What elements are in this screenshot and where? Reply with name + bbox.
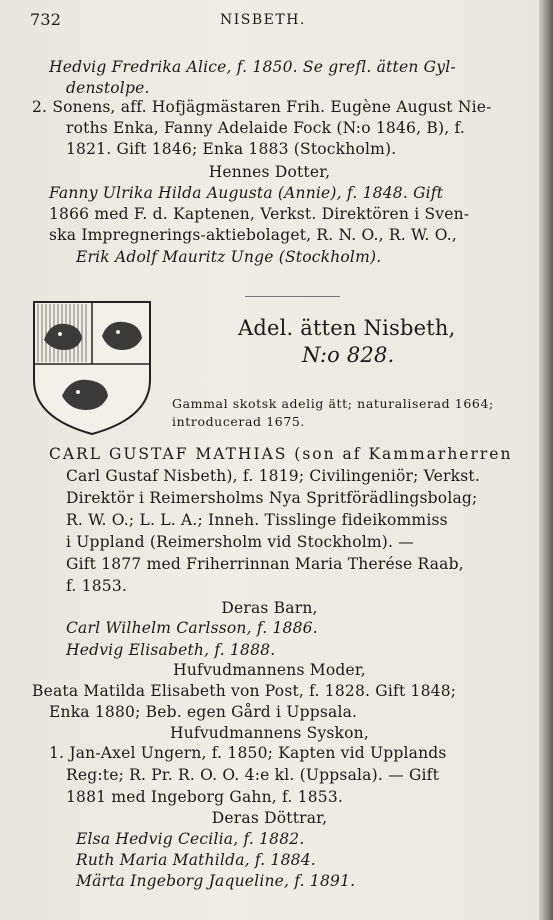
text-line: 1821. Gift 1846; Enka 1883 (Stockholm). bbox=[66, 140, 397, 158]
section-heading: Hennes Dotter, bbox=[208, 163, 331, 181]
page-number: 732 bbox=[30, 10, 62, 29]
coat-of-arms-icon bbox=[32, 300, 152, 436]
text-line: roths Enka, Fanny Adelaide Fock (N:o 1846, B), f. bbox=[66, 119, 465, 137]
family-number: N:o 828. bbox=[302, 343, 395, 367]
text-line: Elsa Hedvig Cecilia, f. 1882. bbox=[76, 830, 305, 848]
section-heading: Hufvudmannens Moder, bbox=[173, 661, 366, 679]
family-title: Adel. ätten Nisbeth, bbox=[238, 316, 456, 340]
text-line: f. 1853. bbox=[66, 577, 128, 595]
section-heading: Hufvudmannens Syskon, bbox=[169, 724, 369, 742]
text-line: Hedvig Elisabeth, f. 1888. bbox=[66, 641, 276, 659]
text-line: 1866 med F. d. Kaptenen, Verkst. Direktören i Sven- bbox=[49, 205, 470, 223]
text-line: R. W. O.; L. L. A.; Inneh. Tisslinge fideikommiss bbox=[66, 511, 448, 529]
running-title: NISBETH. bbox=[220, 12, 306, 28]
section-heading: Deras Barn, bbox=[221, 599, 318, 617]
divider-rule bbox=[245, 296, 340, 297]
section-heading: Deras Döttrar, bbox=[211, 809, 328, 827]
text-line: 1881 med Ingeborg Gahn, f. 1853. bbox=[66, 788, 344, 806]
family-note: Gammal skotsk adelig ätt; naturaliserad 1664; bbox=[172, 396, 494, 411]
text-line: Reg:te; R. Pr. R. O. O. 4:e kl. (Uppsala). — Gift bbox=[66, 766, 440, 784]
text-line: Beata Matilda Elisabeth von Post, f. 1828. Gift 1848; bbox=[32, 682, 457, 700]
text-line: denstolpe. bbox=[66, 79, 150, 97]
text-line: Hedvig Fredrika Alice, f. 1850. Se grefl. ätten Gyl- bbox=[49, 58, 456, 76]
family-note: introducerad 1675. bbox=[172, 414, 306, 429]
text-line: ska Impregnerings-aktiebolaget, R. N. O., R. W. O., bbox=[49, 226, 457, 244]
page-edge-shadow bbox=[539, 0, 553, 920]
text-line: Direktör i Reimersholms Nya Spritförädlingsbolag; bbox=[66, 489, 478, 507]
text-line: Enka 1880; Beb. egen Gård i Uppsala. bbox=[49, 703, 358, 721]
text-line: Fanny Ulrika Hilda Augusta (Annie), f. 1848. Gift bbox=[49, 184, 444, 202]
text-line: i Uppland (Reimersholm vid Stockholm). — bbox=[66, 533, 414, 551]
text-line: Gift 1877 med Friherrinnan Maria Therése Raab, bbox=[66, 555, 464, 573]
text-line: Erik Adolf Mauritz Unge (Stockholm). bbox=[76, 248, 382, 266]
text-line: 2. Sonens, aff. Hofjägmästaren Frih. Eugène August Nie- bbox=[32, 98, 492, 116]
text-line: 1. Jan-Axel Ungern, f. 1850; Kapten vid Upplands bbox=[49, 744, 447, 762]
text-line: Märta Ingeborg Jaqueline, f. 1891. bbox=[76, 872, 356, 890]
text-line: Carl Wilhelm Carlsson, f. 1886. bbox=[66, 619, 318, 637]
head-of-family: CARL GUSTAF MATHIAS (son af Kammarherren bbox=[49, 445, 513, 463]
text-line: Ruth Maria Mathilda, f. 1884. bbox=[76, 851, 316, 869]
text-line: Carl Gustaf Nisbeth), f. 1819; Civilingeniör; Verkst. bbox=[66, 467, 480, 485]
